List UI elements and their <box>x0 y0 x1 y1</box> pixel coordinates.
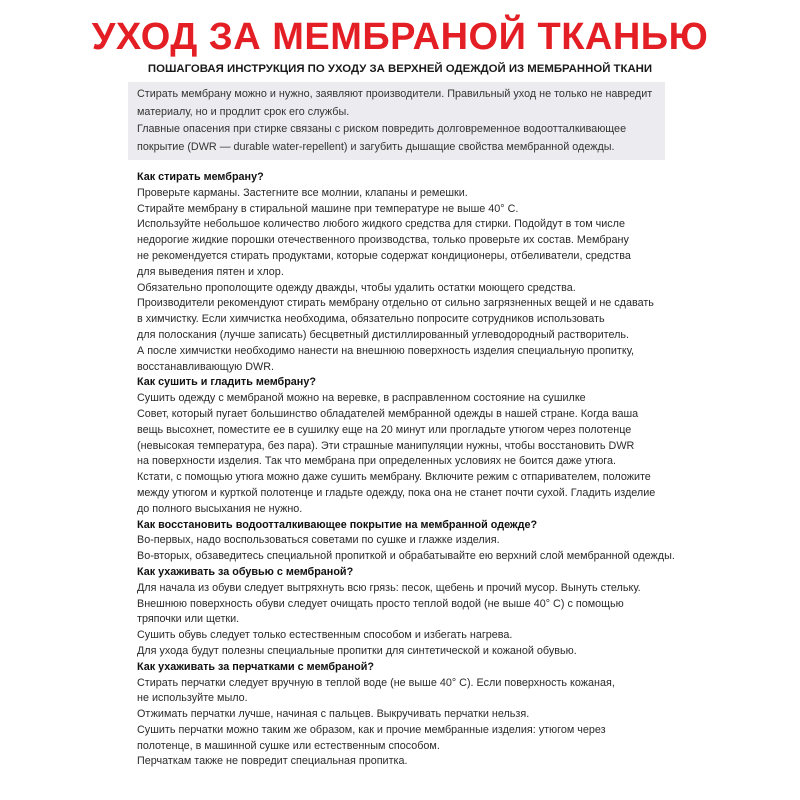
paragraph-line: не рекомендуется стирать продуктами, которые содержат кондиционеры, отбеливатели, средства <box>137 249 631 262</box>
paragraph-line: Производители рекомендуют стирать мембрану отдельно от сильно загрязненных вещей и не сдавать <box>137 297 654 310</box>
section-heading: Как стирать мембрану? <box>137 171 264 183</box>
paragraph-line: для выведения пятен и хлор. <box>137 265 284 278</box>
paragraph-line: в химчистку. Если химчистка необходима, обязательно попросите сотрудников использовать <box>137 313 605 326</box>
paragraph-line: Перчаткам также не повредит специальная пропитка. <box>137 755 408 768</box>
section-heading: Как сушить и гладить мембрану? <box>137 376 316 389</box>
intro-line: материалу, но и продлит срок его службы. <box>137 105 350 118</box>
intro-line: Стирать мембрану можно и нужно, заявляют производители. Правильный уход не только не навредит <box>137 88 653 100</box>
paragraph-line: для полоскания (лучше записать) бесцветный дистиллированный углеводородный растворитель. <box>137 328 630 341</box>
intro-line: покрытие (DWR — durable water-repellent) и загубить дышащие свойства мембранной одежды. <box>137 140 615 153</box>
paragraph-line: Стирайте мембрану в стиральной машине при температуре не выше 40° С. <box>137 202 519 215</box>
paragraph-line: Сушить обувь следует только естественным способом и избегать нагрева. <box>137 629 513 642</box>
paragraph-line: тряпочки или щетки. <box>137 613 240 626</box>
paragraph-line: Во-первых, надо воспользоваться советами по сушке и глажке изделия. <box>137 534 500 547</box>
section-heading: Как ухаживать за обувью с мембраной? <box>137 565 354 578</box>
instructions-body <box>137 170 697 770</box>
paragraph-line: между утюгом и курткой полотенце и гладьте одежду, пока она не станет почти сухой. Гладить изделие <box>137 486 656 499</box>
paragraph-line: Используйте небольшое количество любого жидкого средства для стирки. Подойдут в том числе <box>137 218 625 231</box>
paragraph-line: Внешнюю поверхность обуви следует очищать просто теплой водой (не выше 40° С) с помощью <box>137 597 624 610</box>
paragraph-line: А после химчистки необходимо нанести на внешнюю поверхность изделия специальную пропитку, <box>137 344 635 357</box>
section-heading: Как ухаживать за перчатками с мембраной? <box>137 660 374 673</box>
paragraph-line: на поверхности изделия. Так что мембрана при определенных условиях не боится даже утюга. <box>137 455 616 468</box>
paragraph-line: Отжимать перчатки лучше, начиная с пальцев. Выкручивать перчатки нельзя. <box>137 708 530 721</box>
paragraph-line: до полного высыхания не нужно. <box>137 502 303 515</box>
paragraph-line: (невысокая температура, без пара). Эти страшные манипуляции нужны, чтобы восстановить DWR <box>137 439 635 452</box>
paragraph-line: Обязательно прополощите одежду дважды, чтобы удалить остатки моющего средства. <box>137 281 576 294</box>
paragraph-line: восстанавливающую DWR. <box>137 360 275 373</box>
paragraph-line: Для ухода будут полезны специальные пропитки для синтетической и кожаной обувью. <box>137 644 577 657</box>
intro-box <box>128 82 665 160</box>
paragraph-line: Сушить одежду с мембраной можно на веревке, в расправленном состояние на сушилке <box>137 392 586 405</box>
paragraph-line: полотенце, в машинной сушке или естественным способом. <box>137 739 440 752</box>
paragraph-line: Сушить перчатки можно таким же образом, как и прочие мембранные изделия: утюгом через <box>137 723 606 736</box>
paragraph-line: Стирать перчатки следует вручную в теплой воде (не выше 40° С). Если поверхность кожаная, <box>137 676 615 689</box>
intro-line: Главные опасения при стирке связаны с риском повредить долговременное водоотталкивающее <box>137 123 627 135</box>
page-title: УХОД ЗА МЕМБРАНОЙ ТКАНЬЮ <box>91 16 709 58</box>
paragraph-line: Для начала из обуви следует вытряхнуть всю грязь: песок, щебень и прочий мусор. Вынуть стельку. <box>137 581 641 594</box>
paragraph-line: вещь высохнет, поместите ее в сушилку еще на 20 минут или прогладьте утюгом через полотенце <box>137 423 632 436</box>
paragraph-line: Во-вторых, обзаведитесь специальной пропиткой и обрабатывайте ею верхний слой мембранной одежды. <box>137 550 675 563</box>
paragraph-line: Проверьте карманы. Застегните все молнии, клапаны и ремешки. <box>137 186 468 199</box>
section-heading: Как восстановить водоотталкивающее покрытие на мембранной одежде? <box>137 518 538 531</box>
paragraph-line: недорогие жидкие порошки отечественного производства, только проверьте их состав. Мембрану <box>137 234 629 247</box>
paragraph-line: Кстати, с помощью утюга можно даже сушить мембрану. Включите режим с отпаривателем, положите <box>137 471 651 484</box>
paragraph-line: не используйте мыло. <box>137 692 248 705</box>
page-subtitle: ПОШАГОВАЯ ИНСТРУКЦИЯ ПО УХОДУ ЗА ВЕРХНЕЙ ОДЕЖДОЙ ИЗ МЕМБРАННОЙ ТКАНИ <box>147 63 653 75</box>
paragraph-line: Совет, который пугает большинство обладателей мембранной одежды в нашей стране. Когда ваша <box>137 407 639 420</box>
